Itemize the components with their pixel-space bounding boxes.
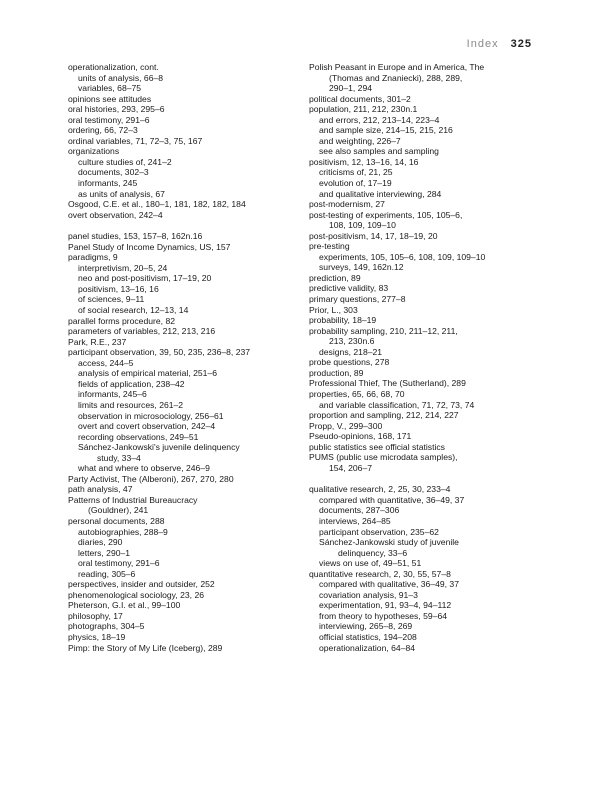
index-column-left — [68, 62, 300, 653]
index-entry: personal documents, 288 — [68, 515, 165, 526]
index-entry: positivism, 12, 13–16, 14, 16 — [309, 156, 419, 167]
index-entry: political documents, 301–2 — [309, 93, 411, 104]
index-subentry: variables, 68–75 — [78, 83, 142, 94]
index-subentry: what and where to observe, 246–9 — [78, 463, 210, 474]
index-subentry: of social research, 12–13, 14 — [78, 305, 189, 316]
index-subentry: neo and post-positivism, 17–19, 20 — [78, 273, 212, 284]
index-entry: Park, R.E., 237 — [68, 336, 127, 347]
index-subentry: experiments, 105, 105–6, 108, 109, 109–10 — [319, 251, 486, 262]
index-entry: paradigms, 9 — [68, 252, 118, 263]
index-subentry: 213, 230n.6 — [329, 336, 375, 347]
index-entry: phenomenological sociology, 23, 26 — [68, 589, 205, 600]
index-entry: path analysis, 47 — [68, 484, 133, 495]
index-entry: public statistics see official statistics — [309, 441, 445, 452]
index-entry: parameters of variables, 212, 213, 216 — [68, 326, 216, 337]
index-entry: participant observation, 39, 50, 235, 236–8, 237 — [68, 347, 251, 358]
index-entry: Professional Thief, The (Sutherland), 289 — [309, 378, 466, 389]
index-subentry: (Gouldner), 241 — [88, 505, 149, 516]
index-subentry: positivism, 13–16, 16 — [78, 283, 159, 294]
index-subentry: informants, 245 — [78, 178, 138, 189]
index-subentry: documents, 287–306 — [319, 505, 400, 516]
index-entry: probability, 18–19 — [309, 315, 377, 326]
index-entry: Prior, L., 303 — [309, 304, 358, 315]
index-subentry: observation in microsociology, 256–61 — [78, 410, 224, 421]
page-number: 325 — [510, 38, 532, 50]
index-subentry: diaries, 290 — [78, 537, 123, 548]
index-entry: Polish Peasant in Europe and in America, The — [309, 62, 485, 72]
index-subentry: see also samples and sampling — [319, 146, 439, 157]
index-entry: ordering, 66, 72–3 — [68, 125, 138, 136]
index-entry: primary questions, 277–8 — [309, 294, 406, 305]
index-subentry: of sciences, 9–11 — [78, 294, 145, 305]
index-subentry: culture studies of, 241–2 — [78, 156, 172, 167]
index-entry: Party Activist, The (Alberoni), 267, 270, 280 — [68, 473, 234, 484]
index-entry: probability sampling, 210, 211–12, 211, — [309, 325, 458, 336]
index-subentry: letters, 290–1 — [78, 547, 131, 558]
index-entry: photographs, 304–5 — [68, 621, 145, 632]
index-subentry: criticisms of, 21, 25 — [319, 167, 393, 178]
index-subentry: and sample size, 214–15, 215, 216 — [319, 125, 453, 136]
page-header — [467, 38, 532, 50]
index-entry: physics, 18–19 — [68, 631, 126, 642]
index-subentry: study, 33–4 — [97, 452, 141, 463]
index-subentry: interpretivism, 20–5, 24 — [78, 262, 168, 273]
index-subentry: and qualitative interviewing, 284 — [319, 188, 442, 199]
index-entry: opinions see attitudes — [68, 93, 152, 104]
index-entry: proportion and sampling, 212, 214, 227 — [309, 410, 459, 421]
index-subentry: reading, 305–6 — [78, 568, 136, 579]
index-subentry: views on use of, 49–51, 51 — [319, 558, 422, 569]
index-subentry: analysis of empirical material, 251–6 — [78, 368, 217, 379]
index-entry: Osgood, C.E. et al., 180–1, 181, 182, 182, 184 — [68, 199, 246, 210]
index-subentry: 154, 206–7 — [329, 462, 373, 473]
index-entry: post-positivism, 14, 17, 18–19, 20 — [309, 230, 438, 241]
index-subentry: Sánchez-Jankowski's juvenile delinquency — [78, 442, 240, 453]
index-entry: overt observation, 242–4 — [68, 209, 163, 220]
index-entry: panel studies, 153, 157–8, 162n.16 — [68, 231, 203, 242]
index-subentry: compared with quantitative, 36–49, 37 — [319, 494, 465, 505]
index-column-right — [309, 62, 541, 653]
index-entry: PUMS (public use microdata samples), — [309, 452, 458, 463]
index-entry: probe questions, 278 — [309, 357, 390, 368]
index-entry: Pheterson, G.I. et al., 99–100 — [68, 600, 181, 611]
index-subentry: evolution of, 17–19 — [319, 178, 392, 189]
index-subentry: designs, 218–21 — [319, 346, 383, 357]
index-subentry: oral testimony, 291–6 — [78, 558, 160, 569]
index-entry: population, 211, 212, 230n.1 — [309, 104, 418, 115]
index-entry: Patterns of Industrial Bureaucracy — [68, 494, 198, 505]
index-subentry: as units of analysis, 67 — [78, 188, 165, 199]
index-entry: oral testimony, 291–6 — [68, 114, 150, 125]
index-entry: post-modernism, 27 — [309, 199, 385, 210]
index-subentry: and variable classification, 71, 72, 73, 74 — [319, 399, 475, 410]
index-subentry: interviewing, 265–8, 269 — [319, 621, 413, 632]
index-subentry: interviews, 264–85 — [319, 515, 391, 526]
index-subentry: operationalization, 64–84 — [319, 642, 416, 653]
index-entry: qualitative research, 2, 25, 30, 233–4 — [309, 484, 451, 495]
index-entry: operationalization, cont. — [68, 62, 159, 72]
index-subentry: covariation analysis, 91–3 — [319, 589, 418, 600]
index-entry: Pseudo-opinions, 168, 171 — [309, 431, 412, 442]
index-subentry: delinquency, 33–6 — [338, 547, 408, 558]
index-subentry: 290–1, 294 — [329, 83, 373, 94]
index-subentry: fields of application, 238–42 — [78, 378, 185, 389]
index-subentry: official statistics, 194–208 — [319, 631, 417, 642]
index-entry: prediction, 89 — [309, 272, 361, 283]
index-entry: properties, 65, 66, 68, 70 — [309, 388, 405, 399]
index-entry: Panel Study of Income Dynamics, US, 157 — [68, 241, 231, 252]
index-subentry: from theory to hypotheses, 59–64 — [319, 610, 448, 621]
index-entry: quantitative research, 2, 30, 55, 57–8 — [309, 568, 451, 579]
index-entry: pre-testing — [309, 241, 350, 252]
index-subentry: experimentation, 91, 93–4, 94–112 — [319, 600, 452, 611]
letter-group-gap — [309, 473, 541, 484]
index-entry: Pimp: the Story of My Life (Iceberg), 289 — [68, 642, 223, 653]
index-entry: organizations — [68, 146, 120, 157]
index-subentry: limits and resources, 261–2 — [78, 399, 184, 410]
index-entry: production, 89 — [309, 367, 364, 378]
index-subentry: informants, 245–6 — [78, 389, 147, 400]
index-subentry: recording observations, 249–51 — [78, 431, 199, 442]
index-subentry: 108, 109, 109–10 — [329, 220, 396, 231]
section-title: Index — [466, 38, 499, 50]
index-entry: predictive validity, 83 — [309, 283, 389, 294]
index-entry: oral histories, 293, 295–6 — [68, 104, 165, 115]
index-subentry: surveys, 149, 162n.12 — [319, 262, 404, 273]
index-subentry: autobiographies, 288–9 — [78, 526, 168, 537]
index-entry: Propp, V., 299–300 — [309, 420, 383, 431]
index-entry: ordinal variables, 71, 72–3, 75, 167 — [68, 135, 203, 146]
index-subentry: units of analysis, 66–8 — [78, 72, 164, 83]
index-entry: post-testing of experiments, 105, 105–6, — [309, 209, 463, 220]
index-subentry: compared with qualitative, 36–49, 37 — [319, 579, 459, 590]
index-subentry: participant observation, 235–62 — [319, 526, 439, 537]
index-subentry: documents, 302–3 — [78, 167, 149, 178]
index-subentry: overt and covert observation, 242–4 — [78, 421, 216, 432]
index-subentry: and weighting, 226–7 — [319, 135, 401, 146]
index-subentry: access, 244–5 — [78, 357, 134, 368]
index-subentry: Sánchez-Jankowski study of juvenile — [319, 537, 459, 548]
index-entry: perspectives, insider and outsider, 252 — [68, 579, 215, 590]
index-entry: parallel forms procedure, 82 — [68, 315, 175, 326]
letter-group-gap — [68, 220, 300, 231]
index-subentry: (Thomas and Znaniecki), 288, 289, — [329, 72, 463, 83]
index-subentry: and errors, 212, 213–14, 223–4 — [319, 114, 440, 125]
index-entry: philosophy, 17 — [68, 610, 123, 621]
